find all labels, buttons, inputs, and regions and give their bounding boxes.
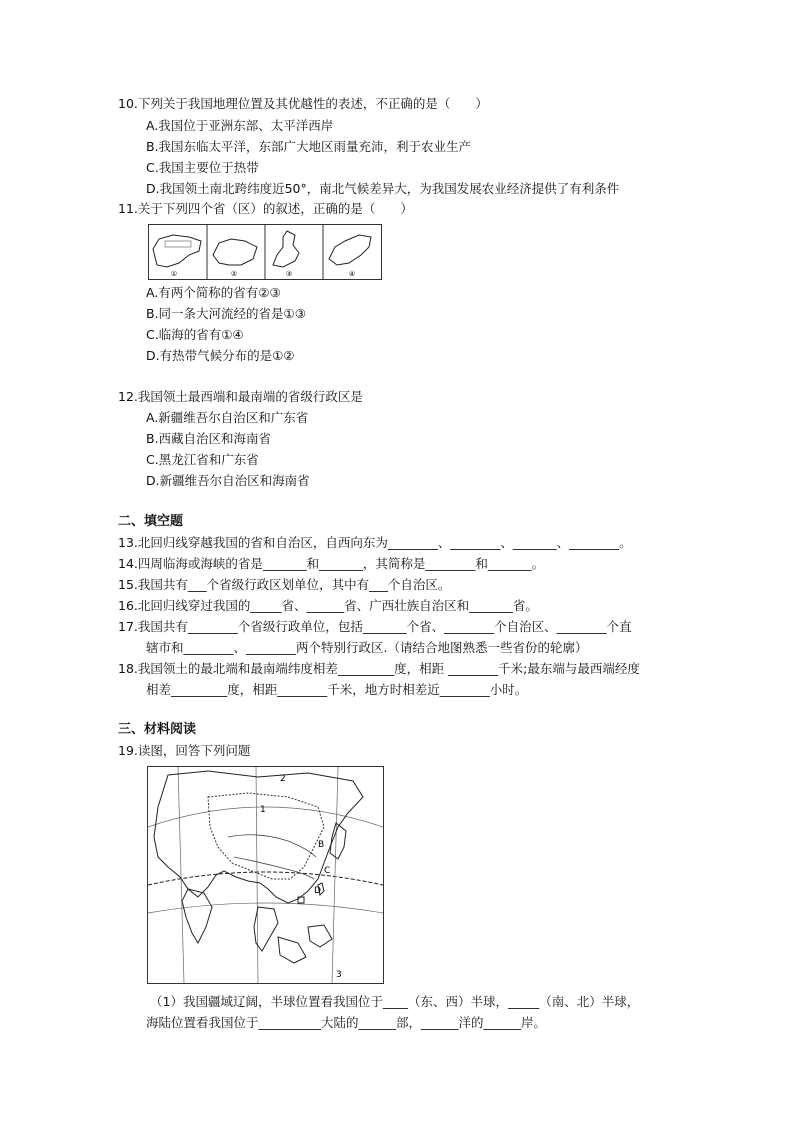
q12-option-a: A.新疆维吾尔自治区和广东省 <box>146 410 309 425</box>
q12-stem: 12.我国领土最西端和最南端的省级行政区是 <box>118 389 363 404</box>
map-label-c: C <box>324 866 331 876</box>
map-label-3: 3 <box>336 970 342 980</box>
province-outline-1 <box>153 235 201 267</box>
section-3-title: 三、材料阅读 <box>118 722 197 737</box>
q17-line-2: 辖市和________、________两个特别行政区.（请结合地图熟悉一些省份的轮廓） <box>146 640 588 655</box>
q12-option-b: B.西藏自治区和海南省 <box>146 431 272 446</box>
q11-option-c: C.临海的省有①④ <box>146 327 244 342</box>
province-outlines-svg <box>149 225 381 279</box>
q17-line-1: 17.我国共有________个省级行政单位，包括_______个省、________个自治区、________个直 <box>118 619 632 634</box>
q11-stem: 11.关于下列四个省（区）的叙述，正确的是（ ） <box>118 201 413 216</box>
q12-option-c: C.黑龙江省和广东省 <box>146 452 259 467</box>
q19-stem: 19.读图，回答下列问题 <box>118 743 251 758</box>
province-outline-3 <box>273 231 299 267</box>
map-label-1: 1 <box>260 805 266 815</box>
q16-line: 16.北回归线穿过我国的_____省、______省、广西壮族自治区和_______省。 <box>118 598 538 613</box>
map-label-2: 2 <box>280 774 286 784</box>
q12-option-d: D.新疆维吾尔自治区和海南省 <box>146 473 310 488</box>
province-outlines-figure <box>148 224 382 280</box>
section-2-title: 二、填空题 <box>118 514 184 529</box>
map-label-b: B <box>318 840 325 850</box>
q18-line-2: 相差_________度，相距________千米，地方时相差近________小时。 <box>146 682 528 697</box>
q11-option-d: D.有热带气候分布的是①② <box>146 348 295 363</box>
asia-map-figure <box>147 766 384 984</box>
fig-label-1: ① <box>170 270 178 278</box>
q13-line: 13.北回归线穿越我国的省和自治区，自西向东为________、________、_______、________。 <box>118 535 632 550</box>
q11-option-a: A.有两个简称的省有②③ <box>146 285 281 300</box>
province-outline-2 <box>213 239 257 265</box>
q19-1-line-1: （1）我国疆域辽阔，半球位置看我国位于____（东、西）半球，_____（南、北）半球， <box>150 994 640 1009</box>
q14-line: 14.四周临海或海峡的省是_______和_______，其简称是________和_______。 <box>118 556 545 571</box>
q18-line-1: 18.我国领土的最北端和最南端纬度相差_________度，相距 ________千米;最东端与最西端经度 <box>118 661 640 676</box>
q10-option-c: C.我国主要位于热带 <box>146 160 259 175</box>
asia-map-svg <box>148 767 383 983</box>
fig-label-4: ④ <box>348 270 356 278</box>
q11-option-b: B.同一条大河流经的省是①③ <box>146 306 306 321</box>
q10-stem: 10.下列关于我国地理位置及其优越性的表述，不正确的是（ ） <box>118 96 488 111</box>
map-label-d: D <box>314 886 321 896</box>
q10-option-d: D.我国领土南北跨纬度近50°，南北气候差异大，为我国发展农业经济提供了有利条件 <box>146 181 620 196</box>
q10-option-a: A.我国位于亚洲东部、太平洋西岸 <box>146 118 334 133</box>
province-outline-4 <box>329 235 371 265</box>
q10-option-b: B.我国东临太平洋，东部广大地区雨量充沛，利于农业生产 <box>146 139 472 154</box>
fig-label-3: ③ <box>285 270 293 278</box>
fig-label-2: ② <box>230 270 238 278</box>
q15-line: 15.我国共有___个省级行政区划单位，其中有___个自治区。 <box>118 577 451 592</box>
q19-1-line-2: 海陆位置看我国位于__________大陆的______部，______洋的______岸。 <box>146 1015 547 1030</box>
